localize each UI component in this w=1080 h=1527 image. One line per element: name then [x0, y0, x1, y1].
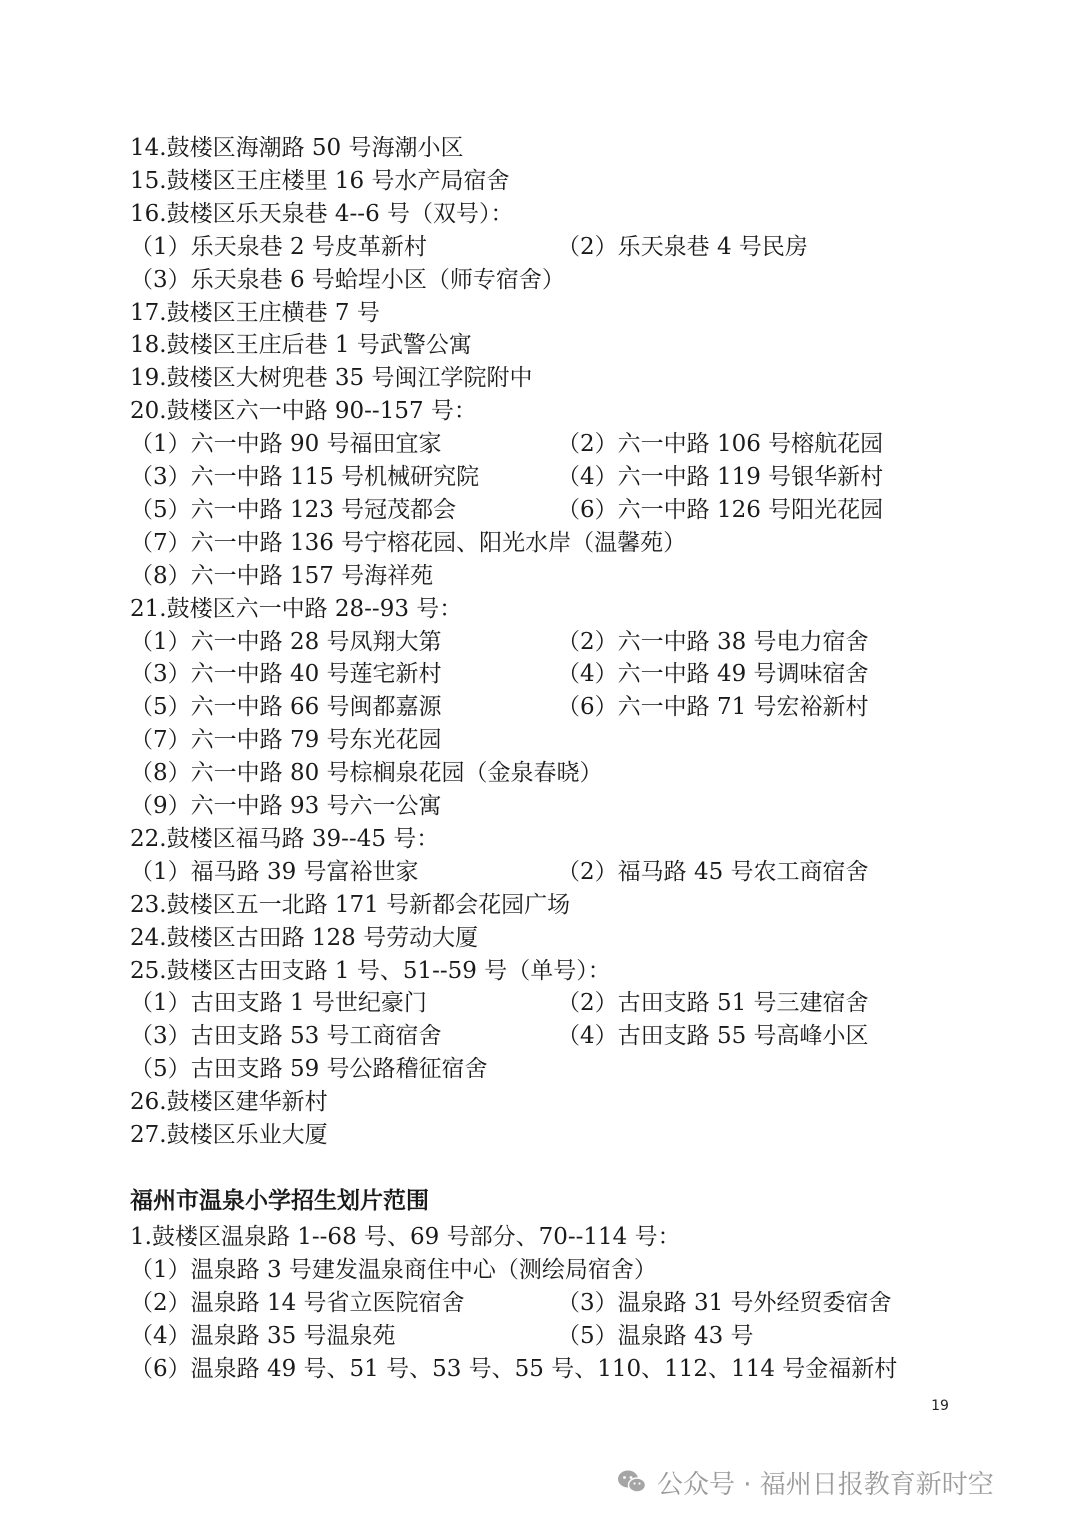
section-item: （1）温泉路 3 号建发温泉商住中心（测绘局宿舍）: [130, 1257, 657, 1283]
section-item: （4）温泉路 35 号温泉苑: [130, 1323, 396, 1349]
list-item-col2: （4）古田支路 55 号高峰小区: [557, 1023, 869, 1050]
section-line: [0, 1221, 1080, 1254]
list-line: [0, 823, 1080, 856]
list-item: （1）乐天泉巷 2 号皮革新村: [130, 233, 427, 260]
list-line: [0, 362, 1080, 395]
list-item-col2: （2）六一中路 38 号电力宿舍: [557, 628, 869, 655]
section-line: [0, 1287, 1080, 1320]
list-line: [0, 1086, 1080, 1119]
list-item: （5）六一中路 123 号冠茂都会: [130, 496, 457, 523]
list-item: （3）六一中路 115 号机械研究院: [130, 464, 480, 490]
list-item: （8）六一中路 157 号海祥苑: [130, 562, 434, 589]
list-line: [0, 757, 1080, 790]
list-item: 22.鼓楼区福马路 39--45 号：: [130, 825, 440, 852]
list-line: [0, 560, 1080, 593]
list-item-col2: （4）六一中路 49 号调味宿舍: [557, 661, 869, 688]
list-item: 21.鼓楼区六一中路 28--93 号：: [130, 595, 463, 622]
section-item-col2: （3）温泉路 31 号外经贸委宿舍: [557, 1290, 892, 1316]
list-line: [0, 1119, 1080, 1152]
list-line: [0, 691, 1080, 724]
list-item: （5）六一中路 66 号闽都嘉源: [130, 694, 442, 721]
list-item: 15.鼓楼区王庄楼里 16 号水产局宿舍: [130, 167, 510, 194]
list-item: 19.鼓楼区大树兜巷 35 号闽江学院附中: [130, 365, 533, 392]
list-item: 17.鼓楼区王庄横巷 7 号: [130, 299, 380, 326]
list-item: 20.鼓楼区六一中路 90--157 号：: [130, 398, 477, 425]
list-item: （7）六一中路 79 号东光花园: [130, 727, 442, 754]
list-line: [0, 856, 1080, 889]
list-line: [0, 724, 1080, 757]
list-line: [0, 329, 1080, 362]
list-item: 25.鼓楼区古田支路 1 号、51--59 号（单号）：: [130, 957, 611, 984]
list-line: [0, 626, 1080, 659]
list-item: （9）六一中路 93 号六一公寓: [130, 793, 442, 819]
list-item-col2: （2）古田支路 51 号三建宿舍: [557, 990, 869, 1017]
watermark: [617, 1462, 994, 1502]
list-item: （8）六一中路 80 号棕榈泉花园（金泉春晓）: [130, 760, 603, 787]
list-line: [0, 264, 1080, 297]
list-item-col2: （2）福马路 45 号农工商宿舍: [557, 858, 869, 885]
list-item: （1）六一中路 90 号福田宜家: [130, 431, 442, 458]
list-line: [0, 297, 1080, 330]
list-item: （3）古田支路 53 号工商宿舍: [130, 1023, 442, 1050]
list-item-col2: （2）六一中路 106 号榕航花园: [557, 431, 884, 458]
list-item: （3）六一中路 40 号莲宅新村: [130, 661, 442, 688]
list-line: [0, 1020, 1080, 1053]
section-item: （6）温泉路 49 号、51 号、53 号、55 号、110、112、114 号金福新村: [130, 1356, 898, 1382]
list-line: [0, 231, 1080, 264]
list-item: （1）古田支路 1 号世纪豪门: [130, 990, 427, 1017]
section-line: [0, 1254, 1080, 1287]
section-line: [0, 1353, 1080, 1386]
section-heading: 福州市温泉小学招生划片范围: [130, 1188, 429, 1214]
list-item: （3）乐天泉巷 6 号蛤埕小区（师专宿舍）: [130, 266, 565, 293]
list-item: 24.鼓楼区古田路 128 号劳动大厦: [130, 924, 479, 951]
list-line: [0, 987, 1080, 1020]
list-item: （1）福马路 39 号富裕世家: [130, 858, 419, 885]
list-line: [0, 132, 1080, 165]
list-line: [0, 790, 1080, 823]
list-line: [0, 165, 1080, 198]
list-line: [0, 494, 1080, 527]
list-item: 27.鼓楼区乐业大厦: [130, 1122, 328, 1148]
wechat-icon: [617, 1469, 647, 1495]
list-line: [0, 658, 1080, 691]
list-item-col2: （4）六一中路 119 号银华新村: [557, 464, 884, 490]
page-number: 19: [931, 1398, 949, 1414]
list-item: 14.鼓楼区海潮路 50 号海潮小区: [130, 135, 464, 161]
list-item-col2: （6）六一中路 71 号宏裕新村: [557, 694, 869, 721]
watermark-text: 公众号 · 福州日报教育新时空: [657, 1469, 994, 1500]
list-item: 23.鼓楼区五一北路 171 号新都会花园广场: [130, 891, 571, 918]
list-item: 16.鼓楼区乐天泉巷 4--6 号（双号）：: [130, 200, 514, 227]
list-line: [0, 593, 1080, 626]
list-item-col2: （2）乐天泉巷 4 号民房: [557, 233, 808, 260]
list-item: 26.鼓楼区建华新村: [130, 1089, 328, 1116]
list-line: [0, 461, 1080, 494]
list-line: [0, 955, 1080, 988]
section-item: （2）温泉路 14 号省立医院宿舍: [130, 1290, 465, 1316]
list-item-col2: （6）六一中路 126 号阳光花园: [557, 496, 884, 523]
section-line: [0, 1320, 1080, 1353]
list-line: [0, 428, 1080, 461]
list-line: [0, 198, 1080, 231]
list-line: [0, 889, 1080, 922]
list-item: （7）六一中路 136 号宁榕花园、阳光水岸（温馨苑）: [130, 529, 687, 556]
list-line: [0, 395, 1080, 428]
list-item: 18.鼓楼区王庄后巷 1 号武警公寓: [130, 332, 472, 359]
list-line: [0, 1053, 1080, 1086]
section-item-col2: （5）温泉路 43 号: [557, 1323, 754, 1349]
list-item: （5）古田支路 59 号公路稽征宿舍: [130, 1056, 488, 1083]
list-item: （1）六一中路 28 号凤翔大第: [130, 628, 442, 655]
section-item: 1.鼓楼区温泉路 1--68 号、69 号部分、70--114 号：: [130, 1224, 681, 1250]
list-line: [0, 527, 1080, 560]
list-line: [0, 922, 1080, 955]
